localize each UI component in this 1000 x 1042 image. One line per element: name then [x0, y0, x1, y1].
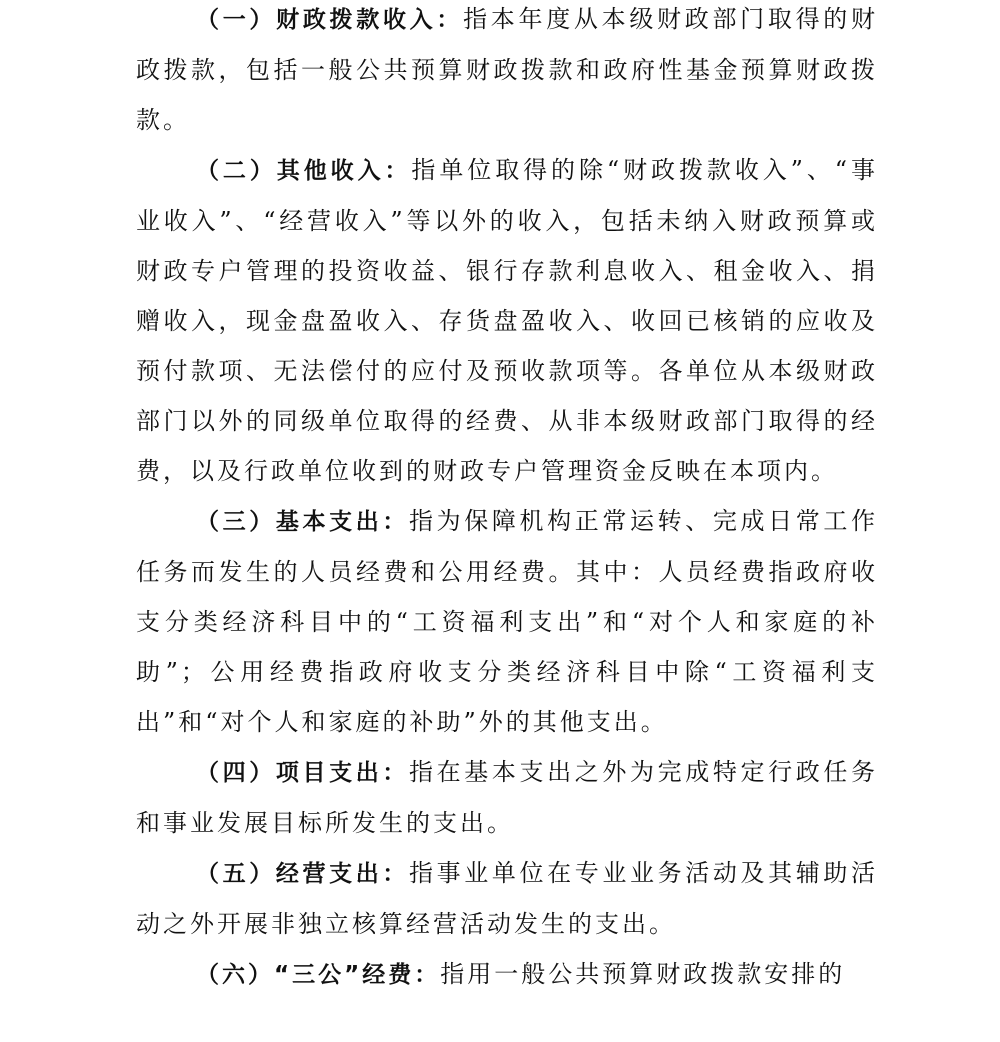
paragraph-other-income	[136, 145, 878, 496]
paragraph-body: 指事业单位在专业业务活动及其辅助活动之外开展非独立核算经营活动发生的支出。	[136, 859, 878, 938]
paragraph-body: 指单位取得的除“财政拨款收入”、“事业收入”、“经营收入”等以外的收入，包括未纳入财政预算或财政专户管理的投资收益、银行存款利息收入、租金收入、捐赠收入，现金盘盈收入、存货盘盈收入、收回已核销的应收及预付款项、无法偿付的应付及预收款项等。各单位从本级财政部门以外的同级单位取得的经费、从非本级财政部门取得的经费，以及行政单位收到的财政专户管理资金反映在本项内。	[136, 156, 878, 485]
paragraph-heading: （二）其他收入：	[196, 158, 412, 184]
paragraph-body: 指用一般公共预算财政拨款安排的	[440, 960, 846, 988]
paragraph-project-expenditure	[136, 747, 878, 848]
paragraph-heading: （三）基本支出：	[196, 509, 409, 535]
paragraph-fiscal-appropriation-income	[136, 0, 878, 145]
paragraph-heading: （六）“三公”经费：	[196, 962, 441, 988]
paragraph-operating-expenditure	[136, 848, 878, 949]
paragraph-body: 指为保障机构正常运转、完成日常工作任务而发生的人员经费和公用经费。其中：人员经费指政府收支分类经济科目中的“工资福利支出”和“对个人和家庭的补助”；公用经费指政府收支分类经济科目中除“工资福利支出”和“对个人和家庭的补助”外的其他支出。	[136, 507, 878, 736]
paragraph-heading: （五）经营支出：	[196, 861, 409, 887]
paragraph-heading: （一）财政拨款收入：	[196, 7, 464, 33]
paragraph-heading: （四）项目支出：	[196, 760, 409, 786]
paragraph-basic-expenditure	[136, 496, 878, 747]
paragraph-body: 指在基本支出之外为完成特定行政任务和事业发展目标所发生的支出。	[136, 758, 878, 837]
paragraph-three-public-expenses	[136, 949, 878, 1000]
paragraph-body: 指本年度从本级财政部门取得的财政拨款，包括一般公共预算财政拨款和政府性基金预算财政拨款。	[136, 5, 879, 134]
document-page	[136, 0, 878, 1000]
